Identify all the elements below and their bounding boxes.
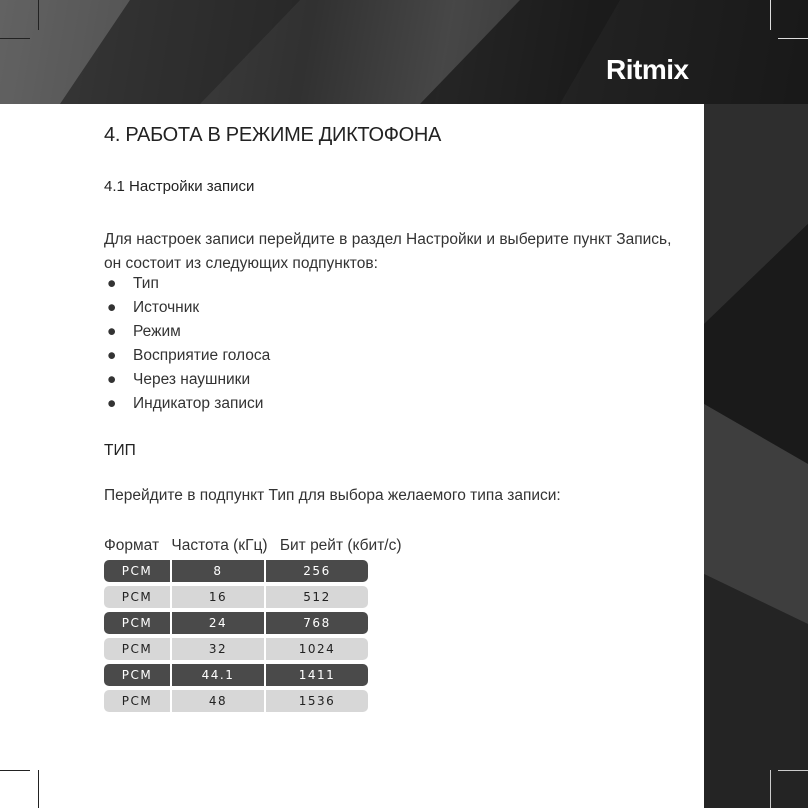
cell-frequency: 44.1 [172, 664, 264, 686]
list-item: ● Источник [104, 296, 270, 320]
cell-format: PCM [104, 638, 170, 660]
settings-list [104, 272, 270, 416]
crop-mark [0, 38, 30, 39]
cell-format: PCM [104, 664, 170, 686]
list-item: ● Тип [104, 272, 270, 296]
cell-bitrate: 256 [266, 560, 368, 582]
bullet-icon: ● [107, 275, 117, 292]
list-item: ● Восприятие голоса [104, 344, 270, 368]
cell-frequency: 16 [172, 586, 264, 608]
cell-bitrate: 1411 [266, 664, 368, 686]
header-banner [0, 0, 808, 104]
table-row [104, 612, 368, 634]
intro-line: он состоит из следующих подпунктов: [104, 255, 378, 272]
bullet-icon: ● [107, 323, 117, 340]
crop-mark [38, 0, 39, 30]
crop-mark [38, 770, 39, 808]
section-title: 4. РАБОТА В РЕЖИМЕ ДИКТОФОНА [104, 124, 442, 146]
header-frequency: Частота (кГц) [171, 537, 268, 554]
bullet-icon: ● [107, 347, 117, 364]
right-pattern [704, 104, 808, 808]
list-item: ● Режим [104, 320, 270, 344]
cell-bitrate: 1024 [266, 638, 368, 660]
list-item: ● Через наушники [104, 368, 270, 392]
intro-paragraph [104, 228, 694, 276]
cell-format: PCM [104, 690, 170, 712]
table-row [104, 690, 368, 712]
cell-format: PCM [104, 586, 170, 608]
cell-bitrate: 512 [266, 586, 368, 608]
header-format: Формат [104, 537, 160, 554]
cell-bitrate: 1536 [266, 690, 368, 712]
cell-bitrate: 768 [266, 612, 368, 634]
crop-mark [770, 0, 771, 30]
cell-frequency: 8 [172, 560, 264, 582]
type-heading: ТИП [104, 442, 136, 459]
cell-format: PCM [104, 612, 170, 634]
bullet-icon: ● [107, 371, 117, 388]
table-row [104, 586, 368, 608]
table-row [104, 664, 368, 686]
cell-format: PCM [104, 560, 170, 582]
crop-mark [0, 770, 30, 771]
intro-line: Для настроек записи перейдите в раздел Настройки и выберите пункт Запись, [104, 231, 672, 248]
crop-mark [778, 38, 808, 39]
cell-frequency: 24 [172, 612, 264, 634]
crop-mark [778, 770, 808, 771]
cell-frequency: 48 [172, 690, 264, 712]
header-bitrate: Бит рейт (кбит/с) [279, 537, 402, 554]
right-decor-panel [704, 104, 808, 808]
table-row [104, 560, 368, 582]
table-row [104, 638, 368, 660]
subsection-title: 4.1 Настройки записи [104, 178, 255, 195]
type-paragraph: Перейдите в подпункт Тип для выбора желаемого типа записи: [104, 487, 561, 504]
table-header [104, 537, 410, 555]
crop-mark [770, 770, 771, 808]
list-item: ● Индикатор записи [104, 392, 270, 416]
ritmix-logo: Ritmix [606, 54, 689, 85]
header-pattern [0, 0, 808, 104]
bullet-icon: ● [107, 299, 117, 316]
cell-frequency: 32 [172, 638, 264, 660]
bullet-icon: ● [107, 395, 117, 412]
